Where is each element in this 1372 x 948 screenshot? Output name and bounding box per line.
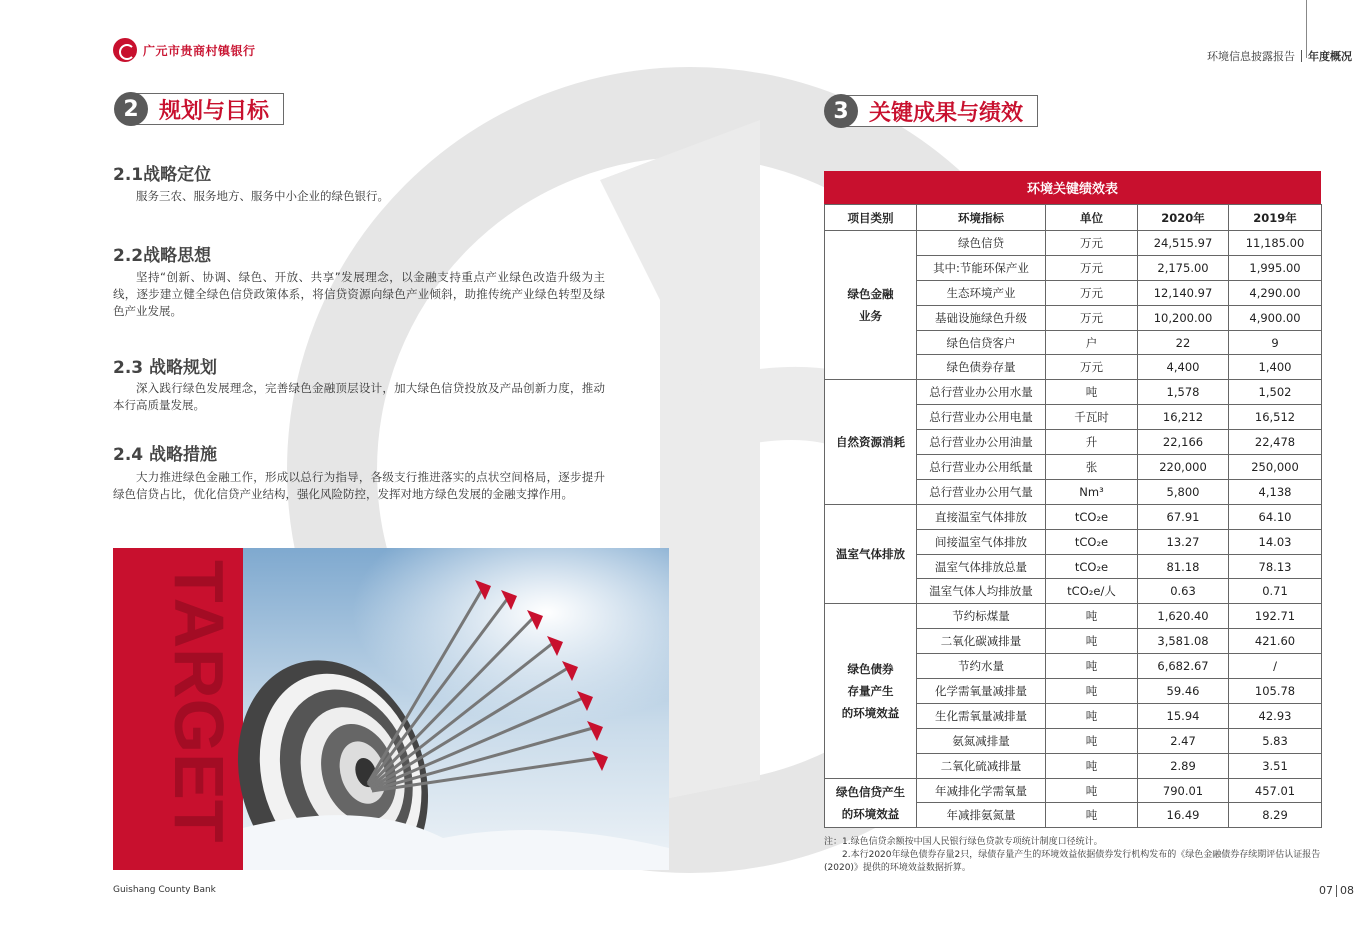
subsection-title: 2.4 战略措施 <box>113 445 218 465</box>
page-numbers <box>1319 884 1354 897</box>
value-2019-cell: 0.71 <box>1229 579 1322 604</box>
page-number-left: 07 <box>1319 884 1333 897</box>
section-title: 规划与目标 <box>136 93 284 125</box>
value-2019-cell: 250,000 <box>1229 455 1322 480</box>
indicator-cell: 生化需氧量减排量 <box>917 703 1046 728</box>
table-notes <box>824 836 1321 875</box>
unit-cell: 吨 <box>1046 604 1138 629</box>
value-2020-cell: 12,140.97 <box>1138 280 1229 305</box>
unit-cell: 张 <box>1046 455 1138 480</box>
value-2020-cell: 13.27 <box>1138 529 1229 554</box>
value-2019-cell: 421.60 <box>1229 629 1322 654</box>
value-2019-cell: 9 <box>1229 330 1322 355</box>
indicator-cell: 二氧化碳减排量 <box>917 629 1046 654</box>
target-photo <box>113 548 669 870</box>
value-2020-cell: 790.01 <box>1138 778 1229 803</box>
value-2020-cell: 220,000 <box>1138 455 1229 480</box>
value-2020-cell: 1,578 <box>1138 380 1229 405</box>
category-cell <box>825 504 917 604</box>
column-header: 单位 <box>1046 205 1138 231</box>
section-number: 3 <box>824 94 858 128</box>
value-2020-cell: 59.46 <box>1138 679 1229 704</box>
value-2019-cell: 22,478 <box>1229 430 1322 455</box>
category-line: 存量产生 <box>847 683 894 698</box>
category-line: 自然资源消耗 <box>836 435 905 450</box>
unit-cell: 吨 <box>1046 728 1138 753</box>
unit-cell: 升 <box>1046 430 1138 455</box>
category-line: 的环境效益 <box>841 705 900 720</box>
value-2020-cell: 16,212 <box>1138 405 1229 430</box>
indicator-cell: 总行营业办公用气量 <box>917 479 1046 504</box>
page-number-right: 08 <box>1340 884 1354 897</box>
subsection-title: 2.3 战略规划 <box>113 358 218 378</box>
column-header: 项目类别 <box>825 205 917 231</box>
section-heading-planning <box>114 92 284 126</box>
value-2019-cell: / <box>1229 654 1322 679</box>
unit-cell: 万元 <box>1046 231 1138 256</box>
unit-cell: tCO₂e <box>1046 554 1138 579</box>
category-cell <box>825 778 917 828</box>
table-row <box>825 778 1322 803</box>
unit-cell: 万元 <box>1046 305 1138 330</box>
unit-cell: Nm³ <box>1046 479 1138 504</box>
subsection-text: 服务三农、服务地方、服务中小企业的绿色银行。 <box>136 189 389 203</box>
value-2020-cell: 2,175.00 <box>1138 255 1229 280</box>
bank-english-name: Guishang County Bank <box>113 885 216 895</box>
category-line: 绿色金融 <box>847 287 894 302</box>
unit-cell: 万元 <box>1046 280 1138 305</box>
subsection-text: 坚持“创新、协调、绿色、开放、共享”发展理念，以金融支持重点产业绿色改造升级为主线，逐步建立健全绿色信贷政策体系，将信贷资源向绿色产业倾斜，助推传统产业绿色转型及绿色产业发展。 <box>113 270 605 318</box>
value-2019-cell: 14.03 <box>1229 529 1322 554</box>
indicator-cell: 化学需氧量减排量 <box>917 679 1046 704</box>
report-name: 环境信息披露报告 <box>1207 50 1295 63</box>
bank-logo-icon <box>113 38 137 62</box>
value-2019-cell: 3.51 <box>1229 753 1322 778</box>
value-2020-cell: 81.18 <box>1138 554 1229 579</box>
category-cell <box>825 380 917 504</box>
indicator-cell: 氨氮减排量 <box>917 728 1046 753</box>
value-2019-cell: 457.01 <box>1229 778 1322 803</box>
value-2019-cell: 42.93 <box>1229 703 1322 728</box>
category-line: 绿色信贷产生 <box>836 784 905 799</box>
value-2020-cell: 5,800 <box>1138 479 1229 504</box>
category-line: 温室气体排放 <box>836 547 905 562</box>
value-2019-cell: 1,995.00 <box>1229 255 1322 280</box>
unit-cell: 吨 <box>1046 778 1138 803</box>
value-2019-cell: 78.13 <box>1229 554 1322 579</box>
indicator-cell: 总行营业办公用水量 <box>917 380 1046 405</box>
value-2019-cell: 4,290.00 <box>1229 280 1322 305</box>
value-2020-cell: 2.89 <box>1138 753 1229 778</box>
subsection-text: 大力推进绿色金融工作，形成以总行为指导，各级支行推进落实的点状空间格局，逐步提升绿色信贷占比，优化信贷产业结构，强化风险防控，发挥对地方绿色发展的金融支撑作用。 <box>113 470 605 501</box>
value-2019-cell: 192.71 <box>1229 604 1322 629</box>
subsection-title: 2.2战略思想 <box>113 246 212 266</box>
unit-cell: 吨 <box>1046 380 1138 405</box>
value-2019-cell: 1,502 <box>1229 380 1322 405</box>
unit-cell: tCO₂e <box>1046 529 1138 554</box>
report-header <box>1207 48 1352 64</box>
value-2020-cell: 15.94 <box>1138 703 1229 728</box>
unit-cell: 吨 <box>1046 703 1138 728</box>
unit-cell: tCO₂e <box>1046 504 1138 529</box>
unit-cell: 吨 <box>1046 679 1138 704</box>
note-line: 2.本行2020年绿色债券存量2只，绿债存量产生的环境效益依据债券发行机构发布的《绿色金融债券存续期评估认证报告(2020)》提供的环境效益数据折算。 <box>824 850 1321 873</box>
indicator-cell: 总行营业办公用油量 <box>917 430 1046 455</box>
value-2019-cell: 11,185.00 <box>1229 231 1322 256</box>
value-2019-cell: 16,512 <box>1229 405 1322 430</box>
separator <box>1336 885 1337 897</box>
table-header-row <box>825 205 1322 231</box>
category-line: 的环境效益 <box>841 806 900 821</box>
column-header: 2019年 <box>1229 205 1322 231</box>
subsection-title: 2.1战略定位 <box>113 165 212 185</box>
separator <box>1301 50 1302 62</box>
unit-cell: 千瓦时 <box>1046 405 1138 430</box>
category-cell <box>825 231 917 380</box>
value-2020-cell: 0.63 <box>1138 579 1229 604</box>
table-row <box>825 504 1322 529</box>
indicator-cell: 年减排氨氮量 <box>917 803 1046 828</box>
category-line: 绿色债券 <box>847 661 894 676</box>
indicator-cell: 绿色信贷 <box>917 231 1046 256</box>
table-row <box>825 231 1322 256</box>
unit-cell: 户 <box>1046 330 1138 355</box>
section-heading-results <box>824 94 1038 128</box>
value-2020-cell: 10,200.00 <box>1138 305 1229 330</box>
indicator-cell: 绿色债券存量 <box>917 355 1046 380</box>
category-cell <box>825 604 917 778</box>
unit-cell: 吨 <box>1046 629 1138 654</box>
section-title: 关键成果与绩效 <box>846 95 1038 127</box>
table-title: 环境关键绩效表 <box>824 171 1321 204</box>
unit-cell: 万元 <box>1046 355 1138 380</box>
value-2019-cell: 105.78 <box>1229 679 1322 704</box>
note-line: 注：1.绿色信贷余额按中国人民银行绿色贷款专项统计制度口径统计。 <box>824 837 1103 847</box>
value-2019-cell: 4,138 <box>1229 479 1322 504</box>
category-line: 业务 <box>859 309 882 324</box>
value-2020-cell: 3,581.08 <box>1138 629 1229 654</box>
indicator-cell: 温室气体排放总量 <box>917 554 1046 579</box>
section-number: 2 <box>114 92 148 126</box>
bank-name: 广元市贵商村镇银行 <box>143 43 256 58</box>
table-row <box>825 604 1322 629</box>
value-2020-cell: 2.47 <box>1138 728 1229 753</box>
indicator-cell: 总行营业办公用纸量 <box>917 455 1046 480</box>
bank-logo <box>113 38 256 62</box>
kpi-table <box>824 171 1321 828</box>
indicator-cell: 直接温室气体排放 <box>917 504 1046 529</box>
unit-cell: tCO₂e/人 <box>1046 579 1138 604</box>
unit-cell: 吨 <box>1046 654 1138 679</box>
value-2020-cell: 1,620.40 <box>1138 604 1229 629</box>
column-header: 2020年 <box>1138 205 1229 231</box>
value-2020-cell: 4,400 <box>1138 355 1229 380</box>
subsection-text: 深入践行绿色发展理念，完善绿色金融顶层设计，加大绿色信贷投放及产品创新力度，推动本行高质量发展。 <box>113 381 605 412</box>
indicator-cell: 节约标煤量 <box>917 604 1046 629</box>
indicator-cell: 绿色信贷客户 <box>917 330 1046 355</box>
value-2020-cell: 22 <box>1138 330 1229 355</box>
indicator-cell: 温室气体人均排放量 <box>917 579 1046 604</box>
value-2020-cell: 24,515.97 <box>1138 231 1229 256</box>
indicator-cell: 二氧化硫减排量 <box>917 753 1046 778</box>
section-name: 年度概况 <box>1308 50 1352 63</box>
indicator-cell: 生态环境产业 <box>917 280 1046 305</box>
indicator-cell: 其中:节能环保产业 <box>917 255 1046 280</box>
column-header: 环境指标 <box>917 205 1046 231</box>
unit-cell: 万元 <box>1046 255 1138 280</box>
value-2020-cell: 16.49 <box>1138 803 1229 828</box>
indicator-cell: 基础设施绿色升级 <box>917 305 1046 330</box>
table-row <box>825 380 1322 405</box>
value-2020-cell: 22,166 <box>1138 430 1229 455</box>
value-2019-cell: 4,900.00 <box>1229 305 1322 330</box>
value-2020-cell: 6,682.67 <box>1138 654 1229 679</box>
unit-cell: 吨 <box>1046 803 1138 828</box>
unit-cell: 吨 <box>1046 753 1138 778</box>
indicator-cell: 年减排化学需氧量 <box>917 778 1046 803</box>
value-2019-cell: 64.10 <box>1229 504 1322 529</box>
indicator-cell: 总行营业办公用电量 <box>917 405 1046 430</box>
target-word: TARGET <box>160 560 238 843</box>
indicator-cell: 间接温室气体排放 <box>917 529 1046 554</box>
value-2019-cell: 5.83 <box>1229 728 1322 753</box>
table-body <box>825 231 1322 828</box>
value-2020-cell: 67.91 <box>1138 504 1229 529</box>
value-2019-cell: 8.29 <box>1229 803 1322 828</box>
value-2019-cell: 1,400 <box>1229 355 1322 380</box>
indicator-cell: 节约水量 <box>917 654 1046 679</box>
